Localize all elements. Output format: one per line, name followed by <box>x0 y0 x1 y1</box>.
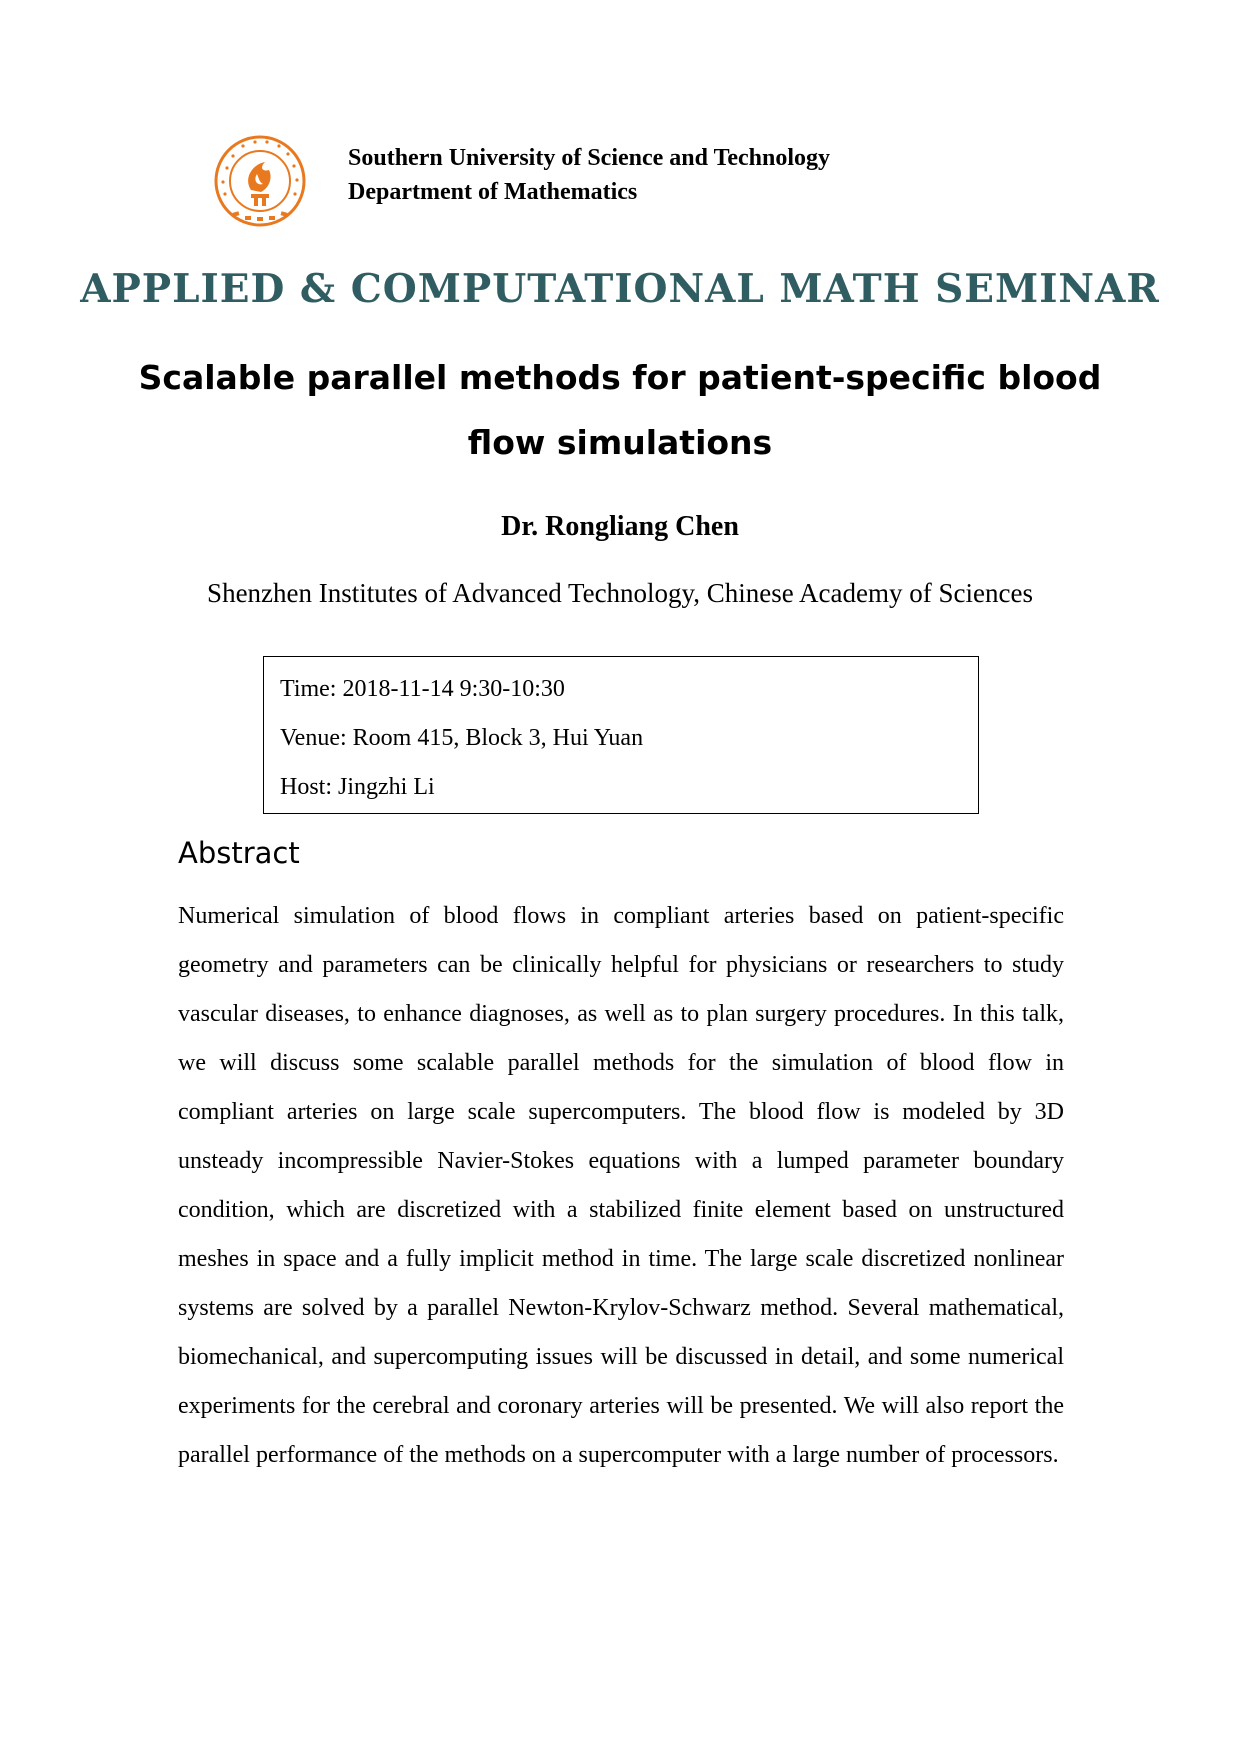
university-seal-icon <box>213 134 307 228</box>
event-info-box <box>263 656 979 814</box>
abstract-text: Numerical simulation of blood flows in compliant arteries based on patient-specific geometry and parameters can be clinically helpful for physicians or researchers to study vascular diseases, to enhance diagnoses, as well as to plan surgery procedures. In this talk, we will discuss some scalable parallel methods for the simulation of blood flow in compliant arteries on large scale supercomputers. The blood flow is modeled by 3D unsteady incompressible Navier-Stokes equations with a lumped parameter boundary condition, which are discretized with a stabilized finite element based on unstructured meshes in space and a fully implicit method in time. The large scale discretized nonlinear systems are solved by a parallel Newton-Krylov-Schwarz method. Several mathematical, biomechanical, and supercomputing issues will be discussed in detail, and some numerical experiments for the cerebral and coronary arteries will be presented. We will also report the parallel performance of the methods on a supercomputer with a large number of processors. <box>178 903 1064 1468</box>
event-time: Time: 2018-11-14 9:30-10:30 <box>280 676 565 702</box>
speaker-name: Dr. Rongliang Chen <box>501 511 739 542</box>
event-venue: Venue: Room 415, Block 3, Hui Yuan <box>280 725 644 751</box>
event-host: Host: Jingzhi Li <box>280 774 435 800</box>
department-name: Department of Mathematics <box>348 179 638 205</box>
talk-title: Scalable parallel methods for patient-specific blood flow simulations <box>138 358 1102 462</box>
seminar-name: APPLIED & COMPUTATIONAL MATH SEMINAR <box>80 266 1160 312</box>
abstract-heading: Abstract <box>178 836 300 870</box>
speaker-affiliation: Shenzhen Institutes of Advanced Technology, Chinese Academy of Sciences <box>207 578 1033 608</box>
university-name: Southern University of Science and Technology <box>348 145 831 171</box>
institution-header <box>348 141 830 209</box>
university-logo <box>213 134 307 228</box>
